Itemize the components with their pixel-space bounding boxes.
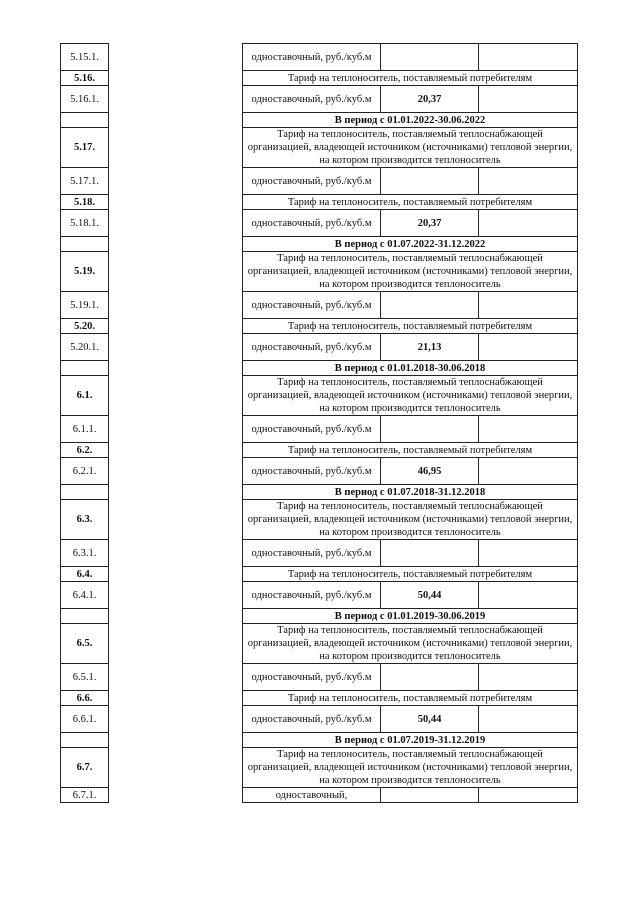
spacer-cell: [109, 319, 243, 334]
spacer-cell: [109, 458, 243, 485]
spacer-cell: [109, 567, 243, 582]
spacer-cell: [109, 609, 243, 624]
row-number-cell: 5.17.: [61, 128, 109, 168]
table-row: [61, 334, 578, 361]
empty-cell: [479, 86, 578, 113]
table-row: [61, 292, 578, 319]
empty-cell: [479, 582, 578, 609]
spacer-cell: [109, 195, 243, 210]
supply-title-cell: Тариф на теплоноситель, поставляемый теплоснабжающей организацией, владеющей источником (источниками) тепловой энергии, на котором производится теплоноситель: [243, 624, 578, 664]
table-row: [61, 71, 578, 86]
spacer-cell: [109, 210, 243, 237]
spacer-cell: [109, 237, 243, 252]
section-title-cell: Тариф на теплоноситель, поставляемый потребителям: [243, 195, 578, 210]
empty-cell: [479, 458, 578, 485]
empty-cell: [479, 168, 578, 195]
table-row: [61, 210, 578, 237]
spacer-cell: [109, 168, 243, 195]
supply-title-cell: Тариф на теплоноситель, поставляемый теплоснабжающей организацией, владеющей источником (источниками) тепловой энергии, на котором производится теплоноситель: [243, 128, 578, 168]
empty-cell: [479, 664, 578, 691]
row-number-cell: [61, 113, 109, 128]
spacer-cell: [109, 582, 243, 609]
spacer-cell: [109, 664, 243, 691]
table-row: [61, 582, 578, 609]
row-number-cell: 6.4.: [61, 567, 109, 582]
empty-cell: [479, 540, 578, 567]
table-row: [61, 691, 578, 706]
supply-title-cell: Тариф на теплоноситель, поставляемый теплоснабжающей организацией, владеющей источником (источниками) тепловой энергии, на котором производится теплоноситель: [243, 748, 578, 788]
table-row: [61, 237, 578, 252]
tariff-value-cell: 20,37: [381, 210, 479, 237]
unit-label-cell: одноставочный,: [243, 788, 381, 803]
table-row: [61, 44, 578, 71]
empty-cell: [479, 334, 578, 361]
spacer-cell: [109, 540, 243, 567]
row-number-cell: 5.16.1.: [61, 86, 109, 113]
table-row: [61, 624, 578, 664]
spacer-cell: [109, 733, 243, 748]
row-number-cell: 6.1.: [61, 376, 109, 416]
row-number-cell: 6.7.1.: [61, 788, 109, 803]
row-number-cell: 5.19.1.: [61, 292, 109, 319]
unit-label-cell: одноставочный, руб./куб.м: [243, 582, 381, 609]
supply-title-cell: Тариф на теплоноситель, поставляемый теплоснабжающей организацией, владеющей источником (источниками) тепловой энергии, на котором производится теплоноситель: [243, 252, 578, 292]
row-number-cell: 6.3.1.: [61, 540, 109, 567]
period-title-cell: В период с 01.01.2018-30.06.2018: [243, 361, 578, 376]
table-row: [61, 733, 578, 748]
row-number-cell: 5.20.1.: [61, 334, 109, 361]
row-number-cell: 6.1.1.: [61, 416, 109, 443]
period-title-cell: В период с 01.07.2018-31.12.2018: [243, 485, 578, 500]
row-number-cell: 6.2.1.: [61, 458, 109, 485]
unit-label-cell: одноставочный, руб./куб.м: [243, 706, 381, 733]
spacer-cell: [109, 748, 243, 788]
table-row: [61, 748, 578, 788]
spacer-cell: [109, 128, 243, 168]
row-number-cell: 6.5.: [61, 624, 109, 664]
empty-cell: [479, 44, 578, 71]
row-number-cell: 6.4.1.: [61, 582, 109, 609]
spacer-cell: [109, 44, 243, 71]
tariff-value-cell: [381, 168, 479, 195]
row-number-cell: 6.7.: [61, 748, 109, 788]
table-row: [61, 500, 578, 540]
row-number-cell: [61, 237, 109, 252]
table-row: [61, 113, 578, 128]
empty-cell: [479, 706, 578, 733]
table-row: [61, 609, 578, 624]
spacer-cell: [109, 86, 243, 113]
tariff-table-body: [61, 44, 578, 803]
row-number-cell: 6.6.1.: [61, 706, 109, 733]
tariff-value-cell: 50,44: [381, 706, 479, 733]
tariff-value-cell: [381, 664, 479, 691]
tariff-table: [60, 43, 578, 803]
table-row: [61, 788, 578, 803]
unit-label-cell: одноставочный, руб./куб.м: [243, 292, 381, 319]
row-number-cell: [61, 361, 109, 376]
unit-label-cell: одноставочный, руб./куб.м: [243, 664, 381, 691]
row-number-cell: 5.16.: [61, 71, 109, 86]
row-number-cell: [61, 609, 109, 624]
spacer-cell: [109, 292, 243, 319]
tariff-value-cell: [381, 416, 479, 443]
row-number-cell: 5.15.1.: [61, 44, 109, 71]
spacer-cell: [109, 691, 243, 706]
table-row: [61, 86, 578, 113]
period-title-cell: В период с 01.01.2019-30.06.2019: [243, 609, 578, 624]
row-number-cell: 5.19.: [61, 252, 109, 292]
tariff-value-cell: [381, 540, 479, 567]
table-row: [61, 319, 578, 334]
spacer-cell: [109, 500, 243, 540]
table-row: [61, 376, 578, 416]
table-row: [61, 485, 578, 500]
table-row: [61, 168, 578, 195]
section-title-cell: Тариф на теплоноситель, поставляемый потребителям: [243, 567, 578, 582]
empty-cell: [479, 416, 578, 443]
tariff-value-cell: 20,37: [381, 86, 479, 113]
spacer-cell: [109, 443, 243, 458]
table-row: [61, 252, 578, 292]
table-row: [61, 567, 578, 582]
spacer-cell: [109, 113, 243, 128]
spacer-cell: [109, 624, 243, 664]
spacer-cell: [109, 361, 243, 376]
tariff-value-cell: [381, 292, 479, 319]
tariff-value-cell: [381, 788, 479, 803]
supply-title-cell: Тариф на теплоноситель, поставляемый теплоснабжающей организацией, владеющей источником (источниками) тепловой энергии, на котором производится теплоноситель: [243, 376, 578, 416]
table-row: [61, 664, 578, 691]
table-row: [61, 195, 578, 210]
period-title-cell: В период с 01.01.2022-30.06.2022: [243, 113, 578, 128]
spacer-cell: [109, 376, 243, 416]
row-number-cell: [61, 733, 109, 748]
table-row: [61, 706, 578, 733]
unit-label-cell: одноставочный, руб./куб.м: [243, 458, 381, 485]
unit-label-cell: одноставочный, руб./куб.м: [243, 210, 381, 237]
table-row: [61, 416, 578, 443]
row-number-cell: 5.17.1.: [61, 168, 109, 195]
spacer-cell: [109, 485, 243, 500]
tariff-value-cell: 46,95: [381, 458, 479, 485]
tariff-value-cell: 21,13: [381, 334, 479, 361]
table-row: [61, 458, 578, 485]
section-title-cell: Тариф на теплоноситель, поставляемый потребителям: [243, 71, 578, 86]
empty-cell: [479, 210, 578, 237]
unit-label-cell: одноставочный, руб./куб.м: [243, 334, 381, 361]
unit-label-cell: одноставочный, руб./куб.м: [243, 416, 381, 443]
empty-cell: [479, 292, 578, 319]
table-row: [61, 443, 578, 458]
spacer-cell: [109, 788, 243, 803]
row-number-cell: 5.18.: [61, 195, 109, 210]
unit-label-cell: одноставочный, руб./куб.м: [243, 540, 381, 567]
table-row: [61, 128, 578, 168]
table-row: [61, 361, 578, 376]
row-number-cell: 6.2.: [61, 443, 109, 458]
tariff-value-cell: 50,44: [381, 582, 479, 609]
section-title-cell: Тариф на теплоноситель, поставляемый потребителям: [243, 443, 578, 458]
unit-label-cell: одноставочный, руб./куб.м: [243, 168, 381, 195]
period-title-cell: В период с 01.07.2022-31.12.2022: [243, 237, 578, 252]
section-title-cell: Тариф на теплоноситель, поставляемый потребителям: [243, 691, 578, 706]
row-number-cell: 5.20.: [61, 319, 109, 334]
spacer-cell: [109, 334, 243, 361]
supply-title-cell: Тариф на теплоноситель, поставляемый теплоснабжающей организацией, владеющей источником (источниками) тепловой энергии, на котором производится теплоноситель: [243, 500, 578, 540]
row-number-cell: 6.3.: [61, 500, 109, 540]
section-title-cell: Тариф на теплоноситель, поставляемый потребителям: [243, 319, 578, 334]
row-number-cell: 6.5.1.: [61, 664, 109, 691]
row-number-cell: 5.18.1.: [61, 210, 109, 237]
table-row: [61, 540, 578, 567]
spacer-cell: [109, 252, 243, 292]
spacer-cell: [109, 71, 243, 86]
row-number-cell: [61, 485, 109, 500]
spacer-cell: [109, 416, 243, 443]
period-title-cell: В период с 01.07.2019-31.12.2019: [243, 733, 578, 748]
row-number-cell: 6.6.: [61, 691, 109, 706]
unit-label-cell: одноставочный, руб./куб.м: [243, 86, 381, 113]
empty-cell: [479, 788, 578, 803]
tariff-value-cell: [381, 44, 479, 71]
spacer-cell: [109, 706, 243, 733]
unit-label-cell: одноставочный, руб./куб.м: [243, 44, 381, 71]
